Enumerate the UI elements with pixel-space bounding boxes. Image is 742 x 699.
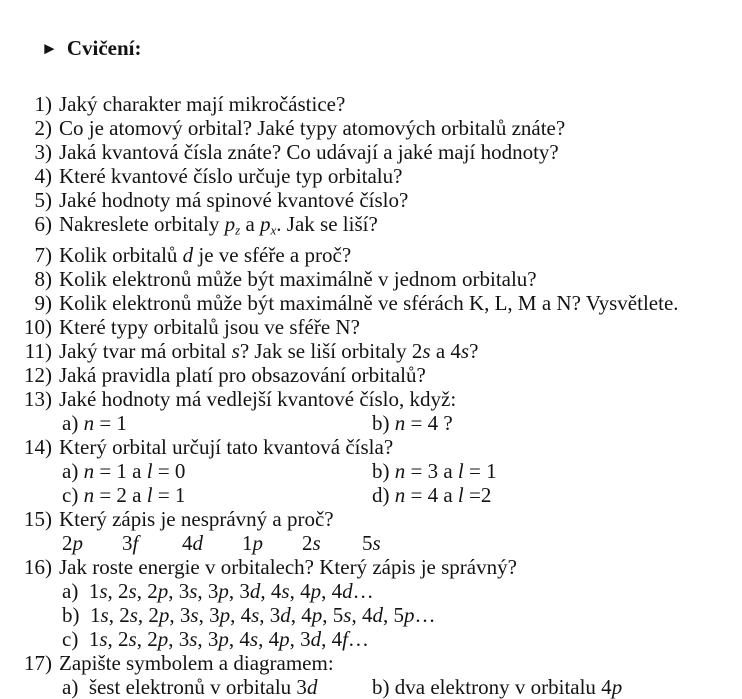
- orbital-notation: [302, 531, 362, 555]
- text-segment: =2: [463, 482, 492, 507]
- item-number: 16): [24, 554, 52, 579]
- text-segment: 2: [62, 530, 73, 555]
- text-segment: = 1: [463, 458, 497, 483]
- text-segment: s: [281, 578, 290, 603]
- text-segment: , 4: [258, 626, 280, 651]
- text-segment: , 4: [228, 626, 250, 651]
- item-text: [59, 116, 565, 140]
- text-segment: c) 1: [62, 626, 100, 651]
- section-heading-label: Cvičení:: [66, 36, 142, 60]
- item-text: [59, 555, 517, 579]
- text-segment: = 4 a: [405, 482, 458, 507]
- text-segment: s: [99, 578, 108, 603]
- text-segment: = 1 a: [94, 458, 147, 483]
- exercise-item-3: [0, 140, 742, 164]
- text-segment: d: [280, 602, 291, 627]
- triangle-bullet-icon: ►: [41, 39, 58, 58]
- text-segment: p: [72, 530, 83, 555]
- item-text: [59, 188, 408, 212]
- option-columns-row: [0, 459, 742, 483]
- exercise-item-15: [0, 507, 742, 531]
- text-segment: l: [457, 482, 464, 507]
- text-segment: Zapište symbolem a diagramem:: [59, 650, 334, 675]
- item-number: 15): [24, 506, 52, 531]
- text-segment: , 2: [108, 602, 130, 627]
- option-column: [372, 459, 497, 483]
- text-segment: Co je atomový orbital? Jaké typy atomových orbitalů znáte?: [59, 116, 566, 140]
- item-text: [59, 315, 360, 339]
- item-number: 11): [24, 338, 52, 363]
- text-segment: b) 1: [62, 602, 101, 627]
- item-number: 13): [24, 386, 52, 411]
- text-segment: , 2: [136, 626, 158, 651]
- exercise-item-9: [0, 291, 742, 315]
- text-segment: Kolik elektronů může být maximálně ve sférách K, L, M a N? Vysvětlete.: [59, 290, 679, 315]
- item-text: [59, 339, 478, 363]
- text-segment: , 4: [321, 626, 343, 651]
- option-column: [372, 675, 622, 699]
- text-segment: Jaký charakter mají mikročástice?: [59, 92, 346, 116]
- exercise-item-11: [0, 339, 742, 363]
- text-segment: Kolik elektronů může být maximálně v jednom orbitalu?: [59, 266, 537, 291]
- item-number: 3): [34, 140, 52, 164]
- text-segment: b) dva elektrony v orbitalu 4: [372, 674, 612, 699]
- text-segment: = 0: [152, 458, 186, 483]
- exercise-item-8: [0, 267, 742, 291]
- text-segment: s: [128, 626, 137, 651]
- text-segment: Jaký tvar má orbital: [59, 338, 232, 363]
- orbital-notation: [182, 531, 242, 555]
- text-segment: a): [62, 410, 84, 435]
- text-segment: s: [99, 626, 108, 651]
- text-segment: a: [240, 212, 261, 236]
- text-segment: d: [192, 530, 203, 555]
- text-segment: , 3: [289, 626, 311, 651]
- text-segment: d: [249, 578, 261, 603]
- option-column: [62, 459, 372, 483]
- exercise-item-17: [0, 651, 742, 675]
- orbital-notation: [122, 531, 182, 555]
- item-text: [59, 651, 334, 675]
- text-segment: , 4: [321, 578, 343, 603]
- exercise-item-7: [0, 243, 742, 267]
- option-columns-row: [0, 675, 742, 699]
- text-segment: a) 1: [62, 578, 100, 603]
- text-segment: a 4: [430, 338, 461, 363]
- exercise-item-1: [0, 92, 742, 116]
- exercise-item-13: [0, 387, 742, 411]
- text-segment: s: [372, 530, 381, 555]
- text-segment: 4: [182, 530, 193, 555]
- text-segment: = 1: [152, 482, 186, 507]
- text-segment: , 3: [197, 626, 219, 651]
- text-segment: p: [311, 602, 323, 627]
- item-text: [59, 92, 345, 116]
- text-segment: p: [218, 626, 229, 651]
- text-segment: b): [372, 410, 395, 435]
- text-segment: l: [457, 458, 464, 483]
- text-segment: = 4 ?: [405, 410, 453, 435]
- option-column: [372, 411, 453, 435]
- text-segment: p: [403, 602, 415, 627]
- text-segment: d): [372, 482, 395, 507]
- text-segment: p: [611, 674, 623, 699]
- item-text: [59, 387, 456, 411]
- option-line: [0, 603, 742, 627]
- text-segment: , 5: [382, 602, 404, 627]
- text-segment: , 3: [259, 602, 281, 627]
- text-segment: ? Jak se liší orbitaly 2: [239, 338, 423, 363]
- text-segment: 1: [242, 530, 253, 555]
- item-number: 7): [34, 242, 52, 267]
- item-text: [59, 140, 559, 164]
- text-segment: ?: [469, 338, 479, 363]
- text-segment: s: [129, 602, 138, 627]
- option-column: [62, 675, 372, 699]
- text-segment: , 5: [322, 602, 344, 627]
- text-segment: , 3: [228, 578, 250, 603]
- orbital-notation: [62, 531, 122, 555]
- option-columns-row: [0, 483, 742, 507]
- option-text: [62, 627, 369, 651]
- text-segment: = 2 a: [94, 482, 147, 507]
- text-segment: s: [251, 602, 260, 627]
- text-segment: s: [190, 602, 199, 627]
- text-segment: s: [128, 578, 137, 603]
- text-segment: c): [62, 482, 84, 507]
- text-segment: p: [157, 578, 169, 603]
- text-segment: Které typy orbitalů jsou ve sféře N?: [59, 314, 360, 339]
- text-segment: Kolik orbitalů: [59, 242, 183, 267]
- exercise-item-2: [0, 116, 742, 140]
- text-segment: , 2: [107, 578, 129, 603]
- text-segment: n: [83, 458, 95, 483]
- text-segment: je ve sféře a proč?: [193, 242, 352, 267]
- text-segment: z: [235, 222, 241, 238]
- option-column: [62, 483, 372, 507]
- exercise-item-10: [0, 315, 742, 339]
- text-segment: , 3: [168, 578, 190, 603]
- text-segment: 5: [362, 530, 373, 555]
- text-segment: f: [342, 626, 348, 651]
- text-segment: s: [422, 338, 431, 363]
- text-segment: s: [343, 602, 352, 627]
- text-segment: p: [310, 578, 322, 603]
- text-segment: , 3: [198, 602, 220, 627]
- text-segment: s: [460, 338, 470, 363]
- text-segment: Jaké hodnoty má vedlejší kvantové číslo, když:: [59, 386, 457, 411]
- text-segment: s: [231, 338, 240, 363]
- text-segment: p: [224, 212, 236, 236]
- text-segment: n: [394, 410, 406, 435]
- exercise-item-4: [0, 164, 742, 188]
- text-segment: p: [157, 626, 169, 651]
- item-number: 5): [34, 188, 52, 212]
- text-segment: p: [260, 212, 271, 236]
- text-segment: Jaké hodnoty má spinové kvantové číslo?: [59, 188, 409, 212]
- text-segment: d: [310, 626, 322, 651]
- item-text: [59, 291, 679, 315]
- item-text: [59, 507, 334, 531]
- text-segment: Jaká kvantová čísla znáte? Co udávají a jaké mají hodnoty?: [59, 140, 559, 164]
- text-segment: , 2: [107, 626, 129, 651]
- text-segment: Nakreslete orbitaly: [59, 212, 225, 236]
- exercise-item-12: [0, 363, 742, 387]
- option-text: [62, 603, 435, 627]
- text-segment: Který zápis je nesprávný a proč?: [59, 506, 334, 531]
- text-segment: , 4: [260, 578, 282, 603]
- exercise-item-5: [0, 188, 742, 212]
- text-segment: n: [83, 482, 95, 507]
- item-number: 17): [24, 650, 52, 675]
- text-segment: p: [252, 530, 263, 555]
- text-segment: a): [62, 458, 84, 483]
- option-text: [62, 579, 374, 603]
- text-segment: …: [414, 602, 436, 627]
- text-segment: l: [146, 482, 153, 507]
- item-text: [59, 363, 426, 387]
- text-segment: s: [189, 578, 198, 603]
- item-number: 9): [34, 290, 52, 315]
- text-segment: , 2: [136, 578, 158, 603]
- section-heading: [0, 6, 742, 92]
- text-segment: a) šest elektronů v orbitalu 3: [62, 674, 307, 699]
- text-segment: s: [189, 626, 198, 651]
- text-segment: f: [132, 530, 139, 555]
- text-segment: n: [394, 482, 406, 507]
- orbital-notation: [242, 531, 302, 555]
- text-segment: n: [83, 410, 95, 435]
- item-text: [59, 435, 393, 459]
- text-segment: …: [352, 578, 374, 603]
- exercise-item-14: [0, 435, 742, 459]
- text-segment: , 4: [230, 602, 252, 627]
- text-segment: s: [312, 530, 321, 555]
- text-segment: n: [394, 458, 406, 483]
- text-segment: = 3 a: [405, 458, 458, 483]
- exercise-item-6: [0, 212, 742, 243]
- item-number: 6): [34, 212, 52, 236]
- text-segment: Jaká pravidla platí pro obsazování orbitalů?: [59, 362, 426, 387]
- text-segment: d: [306, 674, 318, 699]
- text-segment: , 4: [290, 602, 312, 627]
- text-segment: b): [372, 458, 395, 483]
- item-text: [59, 212, 378, 243]
- option-column: [372, 483, 491, 507]
- text-segment: d: [372, 602, 383, 627]
- text-segment: , 2: [137, 602, 159, 627]
- item-number: 2): [34, 116, 52, 140]
- item-number: 4): [34, 164, 52, 188]
- option-columns-row: [0, 411, 742, 435]
- text-segment: 3: [122, 530, 133, 555]
- text-segment: p: [158, 602, 170, 627]
- exercise-lines: [0, 92, 742, 699]
- option-line: [0, 579, 742, 603]
- orbital-notation-row: [0, 531, 742, 555]
- text-segment: Jak roste energie v orbitalech? Který zápis je správný?: [59, 554, 517, 579]
- text-segment: Které kvantové číslo určuje typ orbitalu?: [59, 164, 403, 188]
- item-number: 8): [34, 266, 52, 291]
- text-segment: 2: [302, 530, 313, 555]
- text-segment: , 3: [168, 626, 190, 651]
- item-text: [59, 243, 351, 267]
- text-segment: , 4: [289, 578, 311, 603]
- text-segment: . Jak se liší?: [276, 212, 378, 236]
- text-segment: …: [347, 626, 369, 651]
- text-segment: p: [218, 578, 229, 603]
- text-segment: , 4: [351, 602, 373, 627]
- text-segment: Který orbital určují tato kvantová čísla?: [59, 434, 394, 459]
- text-segment: s: [100, 602, 109, 627]
- text-segment: d: [182, 242, 194, 267]
- item-number: 12): [24, 362, 52, 387]
- text-segment: p: [279, 626, 290, 651]
- text-segment: s: [249, 626, 259, 651]
- item-number: 1): [34, 92, 52, 116]
- item-number: 10): [24, 314, 52, 339]
- text-segment: , 3: [197, 578, 219, 603]
- item-text: [59, 267, 537, 291]
- text-segment: d: [342, 578, 353, 603]
- text-segment: , 3: [169, 602, 191, 627]
- text-segment: x: [270, 222, 277, 238]
- item-number: 14): [24, 434, 52, 459]
- exercise-item-16: [0, 555, 742, 579]
- item-text: [59, 164, 402, 188]
- option-column: [62, 411, 372, 435]
- text-segment: p: [219, 602, 231, 627]
- text-segment: = 1: [94, 410, 127, 435]
- option-line: [0, 627, 742, 651]
- text-segment: l: [146, 458, 153, 483]
- orbital-notation: [362, 531, 422, 555]
